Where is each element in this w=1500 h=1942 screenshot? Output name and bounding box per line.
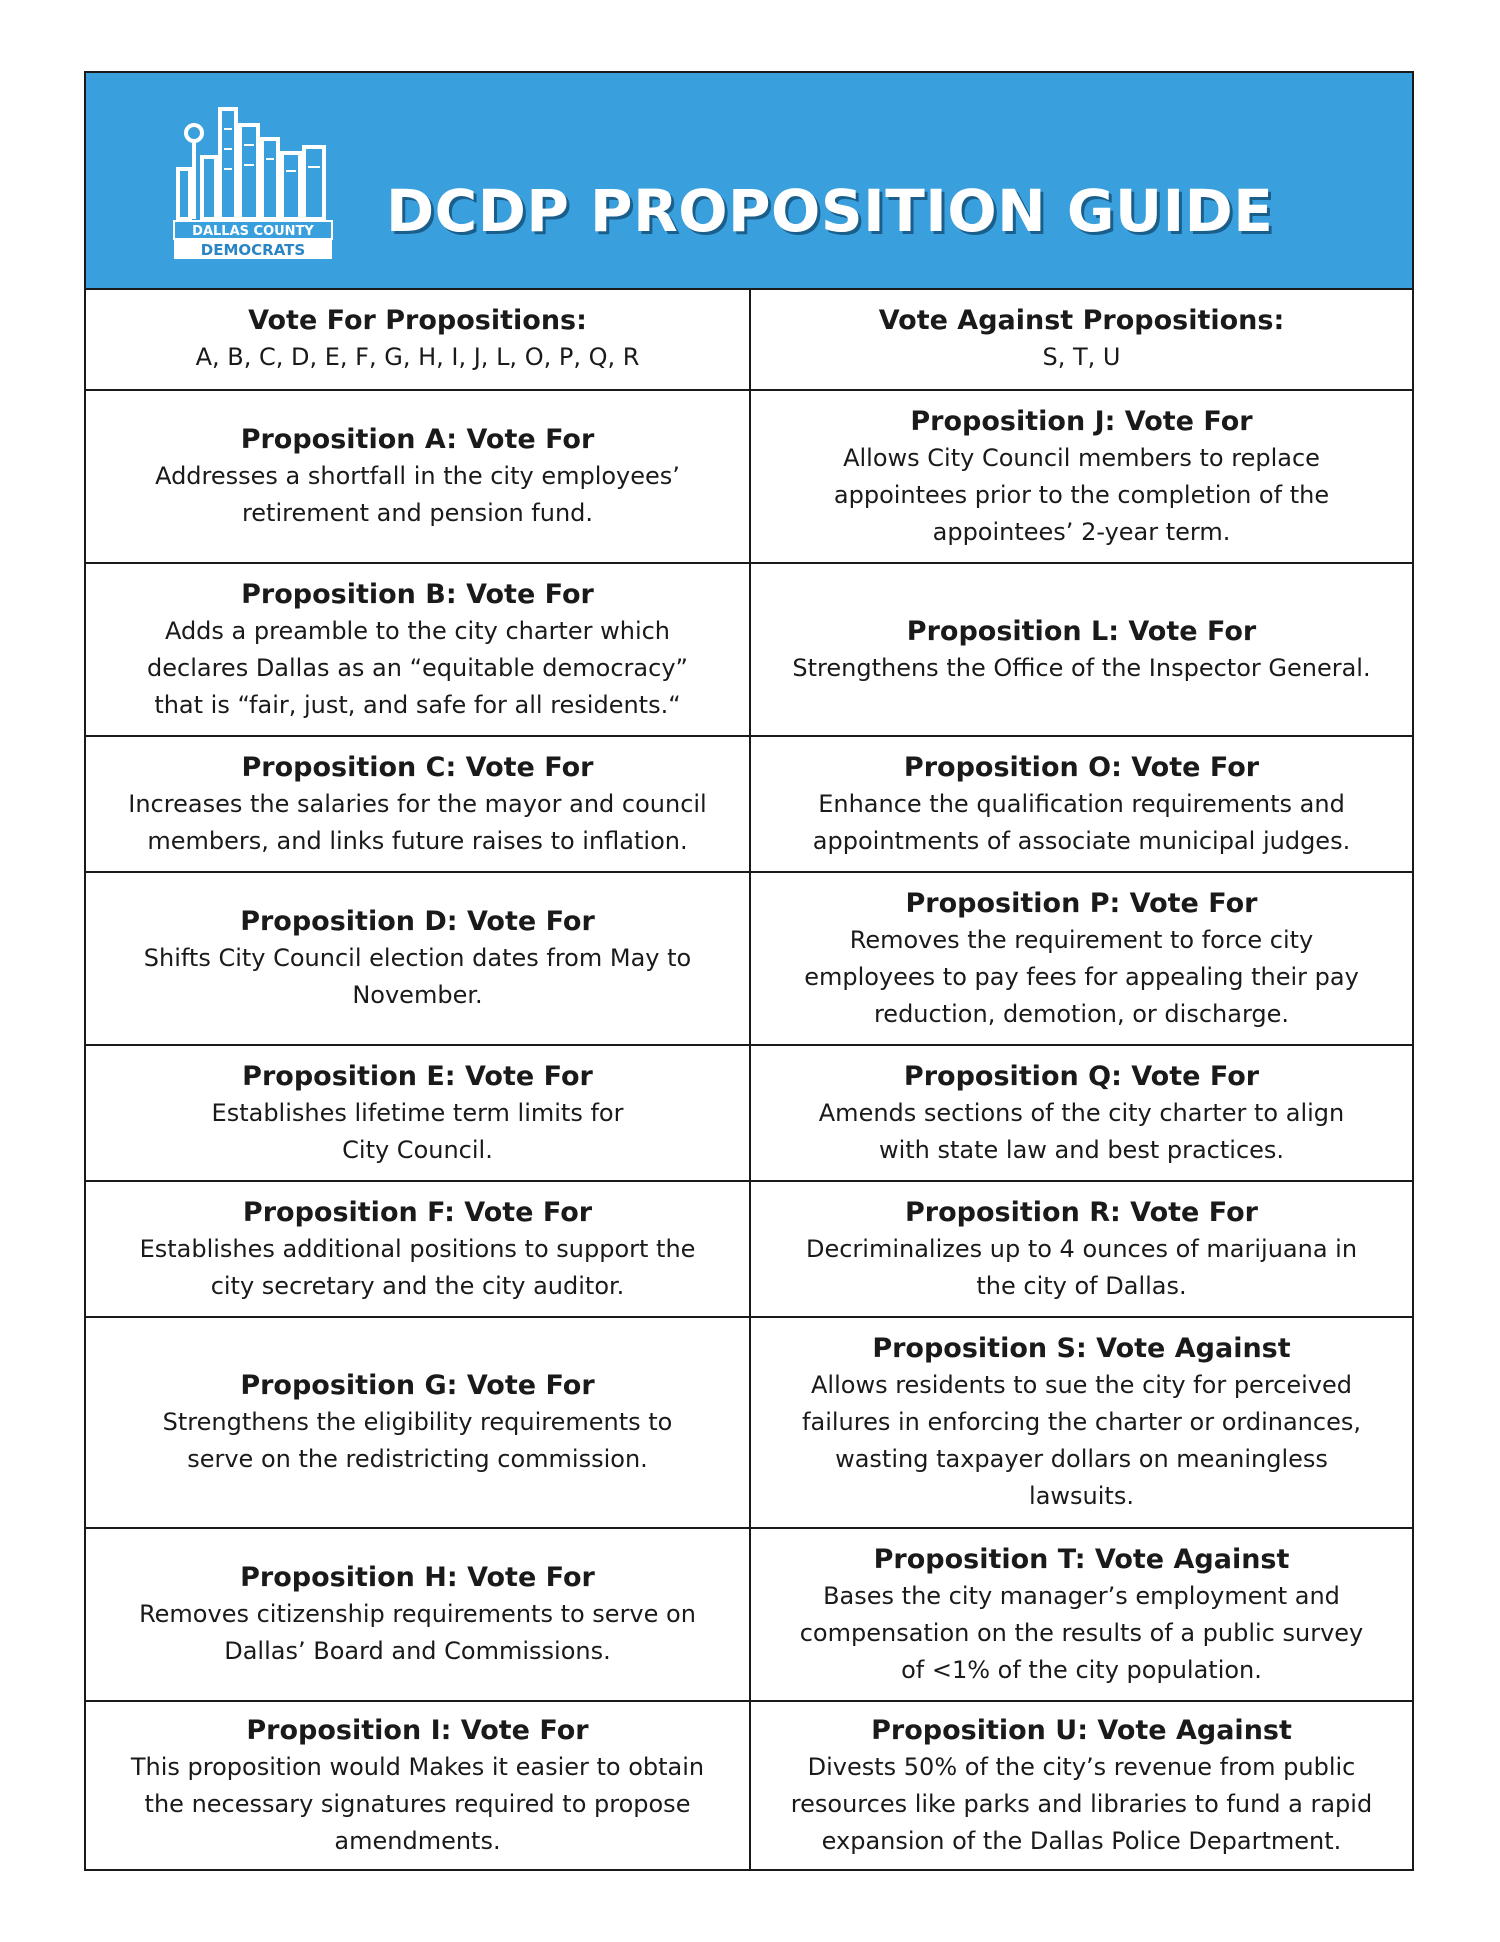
proposition-cell [86, 564, 751, 735]
table-row [86, 1702, 1412, 1869]
proposition-description: Strengthens the eligibility requirements to serve on the redistricting commission. [162, 1408, 673, 1473]
proposition-cell [86, 1046, 751, 1180]
proposition-description: Allows City Council members to replace appointees prior to the completion of the appointees’ 2-year term. [833, 443, 1330, 546]
proposition-title: Proposition Q: Vote For [903, 1060, 1260, 1092]
proposition-guide [84, 71, 1414, 1871]
proposition-grid [86, 288, 1412, 1869]
proposition-description: Addresses a shortfall in the city employees’ retirement and pension fund. [155, 462, 680, 527]
proposition-description: This proposition would Makes it easier to obtain the necessary signatures required to propose amendments. [130, 1752, 705, 1855]
proposition-title: Proposition D: Vote For [240, 906, 595, 937]
proposition-description: Decriminalizes up to 4 ounces of marijuana in the city of Dallas. [805, 1234, 1358, 1300]
vote-for-summary [86, 288, 751, 389]
table-row [86, 737, 1412, 873]
proposition-description: Establishes lifetime term limits for City Council. [211, 1098, 624, 1164]
proposition-title: Proposition O: Vote For [903, 751, 1260, 783]
proposition-cell [86, 391, 751, 562]
table-row [86, 1046, 1412, 1182]
proposition-description: Bases the city manager’s employment and compensation on the results of a public survey of <1% of the city population. [799, 1581, 1364, 1684]
guide-header [86, 73, 1412, 290]
proposition-title: Proposition H: Vote For [240, 1562, 595, 1593]
proposition-title: Proposition T: Vote Against [873, 1543, 1290, 1575]
proposition-title: Proposition R: Vote For [905, 1196, 1258, 1228]
proposition-cell [86, 1182, 751, 1316]
proposition-description: Enhance the qualification requirements and appointments of associate municipal judges. [812, 789, 1351, 855]
proposition-description: Allows residents to sue the city for perceived failures in enforcing the charter or ordinances, wasting taxpayer dollars on meaningless lawsuits. [802, 1371, 1361, 1510]
table-row [86, 1529, 1412, 1702]
page-title: DCDP PROPOSITION GUIDE [386, 177, 1274, 245]
dallas-county-democrats-logo [172, 99, 334, 259]
proposition-description: Removes citizenship requirements to serve on Dallas’ Board and Commissions. [139, 1600, 696, 1665]
vote-for-list: A, B, C, D, E, F, G, H, I, J, L, O, P, Q, R [195, 342, 640, 371]
proposition-description: Establishes additional positions to support the city secretary and the city auditor. [139, 1234, 696, 1300]
logo-text-line1: DALLAS COUNTY [192, 224, 314, 239]
proposition-title: Proposition B: Vote For [241, 578, 594, 610]
proposition-cell [751, 1046, 1412, 1180]
proposition-title: Proposition G: Vote For [240, 1370, 595, 1401]
proposition-description: Strengthens the Office of the Inspector General. [792, 653, 1371, 682]
proposition-cell [751, 391, 1412, 562]
proposition-description: Adds a preamble to the city charter which declares Dallas as an “equitable democracy” that is “fair, just, and safe for all residents.“ [147, 616, 688, 719]
summary-row [86, 288, 1412, 391]
proposition-description: Increases the salaries for the mayor and council members, and links future raises to inflation. [128, 789, 707, 855]
proposition-title: Proposition C: Vote For [241, 751, 594, 783]
proposition-cell [86, 1318, 751, 1527]
proposition-title: Proposition A: Vote For [240, 424, 595, 455]
proposition-cell [751, 737, 1412, 871]
proposition-cell [751, 873, 1412, 1044]
proposition-cell [751, 1702, 1412, 1869]
proposition-description: Amends sections of the city charter to align with state law and best practices. [818, 1098, 1345, 1164]
table-row [86, 1318, 1412, 1529]
proposition-cell [751, 564, 1412, 735]
proposition-title: Proposition S: Vote Against [872, 1333, 1291, 1364]
proposition-title: Proposition U: Vote Against [871, 1714, 1292, 1746]
proposition-description: Shifts City Council election dates from May to November. [143, 944, 692, 1009]
table-row [86, 873, 1412, 1046]
proposition-cell [751, 1318, 1412, 1527]
vote-against-summary [751, 288, 1412, 389]
proposition-title: Proposition I: Vote For [246, 1714, 589, 1746]
proposition-cell [751, 1529, 1412, 1700]
proposition-cell [751, 1182, 1412, 1316]
vote-for-title: Vote For Propositions: [248, 304, 587, 336]
logo-text-line2: DEMOCRATS [200, 241, 306, 259]
proposition-cell [86, 737, 751, 871]
proposition-title: Proposition J: Vote For [910, 405, 1253, 437]
vote-against-title: Vote Against Propositions: [878, 304, 1285, 336]
proposition-title: Proposition E: Vote For [242, 1060, 593, 1092]
proposition-cell [86, 873, 751, 1044]
proposition-description: Divests 50% of the city’s revenue from public resources like parks and libraries to fund a rapid expansion of the Dallas Police Department. [790, 1752, 1373, 1855]
proposition-description: Removes the requirement to force city employees to pay fees for appealing their pay reduction, demotion, or discharge. [804, 925, 1359, 1028]
proposition-cell [86, 1529, 751, 1700]
proposition-title: Proposition L: Vote For [906, 615, 1257, 647]
vote-against-list: S, T, U [1042, 342, 1121, 371]
proposition-title: Proposition P: Vote For [905, 887, 1258, 919]
table-row [86, 564, 1412, 737]
proposition-cell [86, 1702, 751, 1869]
table-row [86, 1182, 1412, 1318]
table-row [86, 391, 1412, 564]
proposition-title: Proposition F: Vote For [242, 1196, 593, 1228]
